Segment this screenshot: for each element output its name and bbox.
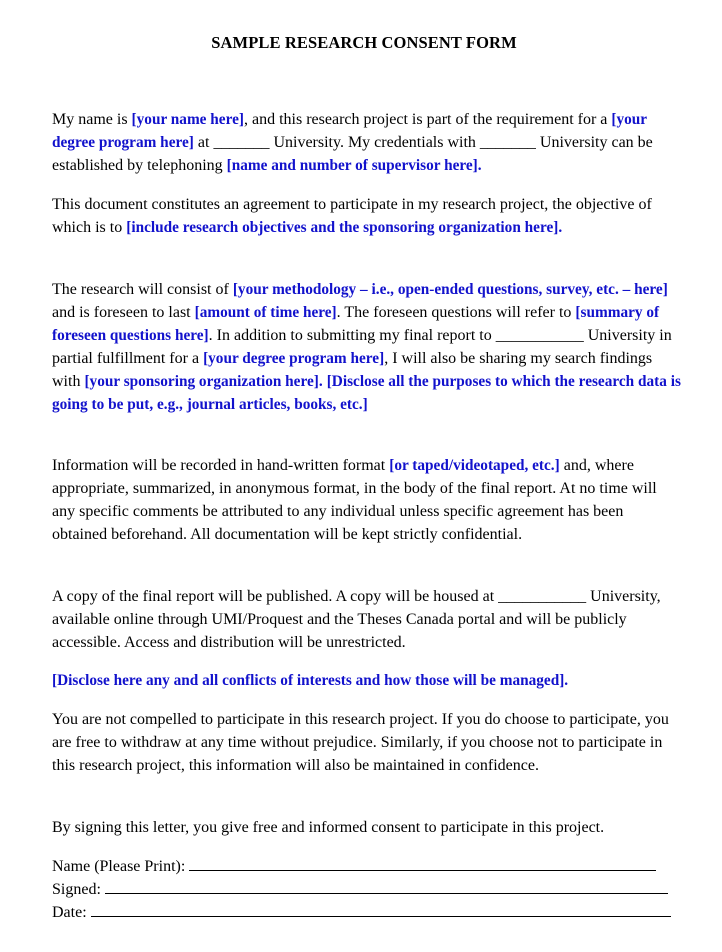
text-run: You are not compelled to participate in this research project. If you do choose to participate, you are free to withdraw at any time without prejudice. Similarly, if you choose not to participate in this research project, this information will also be maintained in confidence.: [52, 711, 669, 774]
objective-paragraph: [52, 193, 682, 239]
placeholder-recording-format: [or taped/videotaped, etc.]: [389, 457, 560, 474]
text-run: at _______ University. My credentials with _______ University can be established by telephoning: [52, 134, 653, 174]
text-run: By signing this letter, you give free and informed consent to participate in this project.: [52, 819, 605, 836]
name-label: Name (Please Print):: [52, 858, 186, 875]
placeholder-name: [your name here]: [131, 111, 244, 128]
text-run: Information will be recorded in hand-written format: [52, 457, 390, 474]
placeholder-sponsoring-org: [your sponsoring organization here].: [84, 373, 323, 390]
placeholder-time: [amount of time here]: [194, 304, 337, 321]
date-field[interactable]: [91, 902, 671, 917]
date-label: Date:: [52, 904, 87, 921]
text-run: , and this research project is part of the requirement for a: [244, 111, 612, 128]
page-title: SAMPLE RESEARCH CONSENT FORM: [211, 33, 517, 52]
date-signature-line: [52, 901, 671, 924]
text-run: The research will consist of: [52, 281, 233, 298]
methodology-paragraph: [52, 278, 682, 416]
recording-paragraph: [52, 454, 682, 546]
voluntary-paragraph: [52, 708, 682, 777]
text-run: . In addition to submitting my final report to ___________ University in partial fulfillment for a: [52, 327, 672, 367]
placeholder-supervisor: [name and number of supervisor here].: [226, 157, 482, 174]
publication-paragraph: [52, 585, 682, 654]
text-run: A copy of the final report will be published. A copy will be housed at ___________ University, available online through UMI/Proquest and the Theses Canada portal and will be publicly accessible. Access and distribution will be unrestricted.: [52, 588, 661, 651]
placeholder-degree-program: [your degree program here]: [52, 111, 647, 151]
text-run: My name is: [52, 111, 132, 128]
name-signature-line: [52, 855, 656, 878]
conflicts-paragraph: [52, 669, 682, 692]
text-run: , I will also be sharing my search findings with: [52, 350, 653, 390]
signed-label: Signed:: [52, 881, 101, 898]
intro-paragraph: [52, 108, 682, 177]
signed-field[interactable]: [105, 879, 668, 894]
text-run: and, where appropriate, summarized, in anonymous format, in the body of the final report. At no time will any specific comments be attributed to any individual unless specific agreement has been obtained beforehand. All documentation will be kept strictly confidential.: [52, 457, 657, 543]
placeholder-methodology: [your methodology – i.e., open-ended questions, survey, etc. – here]: [232, 281, 668, 298]
text-run: and is foreseen to last: [52, 304, 195, 321]
placeholder-data-purposes: [Disclose all the purposes to which the research data is going to be put, e.g., journal articles, books, etc.]: [52, 373, 681, 413]
signed-signature-line: [52, 878, 668, 901]
text-run: . The foreseen questions will refer to: [336, 304, 576, 321]
placeholder-degree-program: [your degree program here]: [203, 350, 385, 367]
placeholder-objectives: [include research objectives and the sponsoring organization here].: [126, 219, 563, 236]
name-field[interactable]: [189, 856, 656, 871]
consent-paragraph: [52, 816, 682, 839]
placeholder-conflicts: [Disclose here any and all conflicts of interests and how those will be managed].: [52, 672, 569, 689]
placeholder-questions: [summary of foreseen questions here]: [52, 304, 660, 344]
text-run: This document constitutes an agreement to participate in my research project, the objective of which is to: [52, 196, 652, 236]
